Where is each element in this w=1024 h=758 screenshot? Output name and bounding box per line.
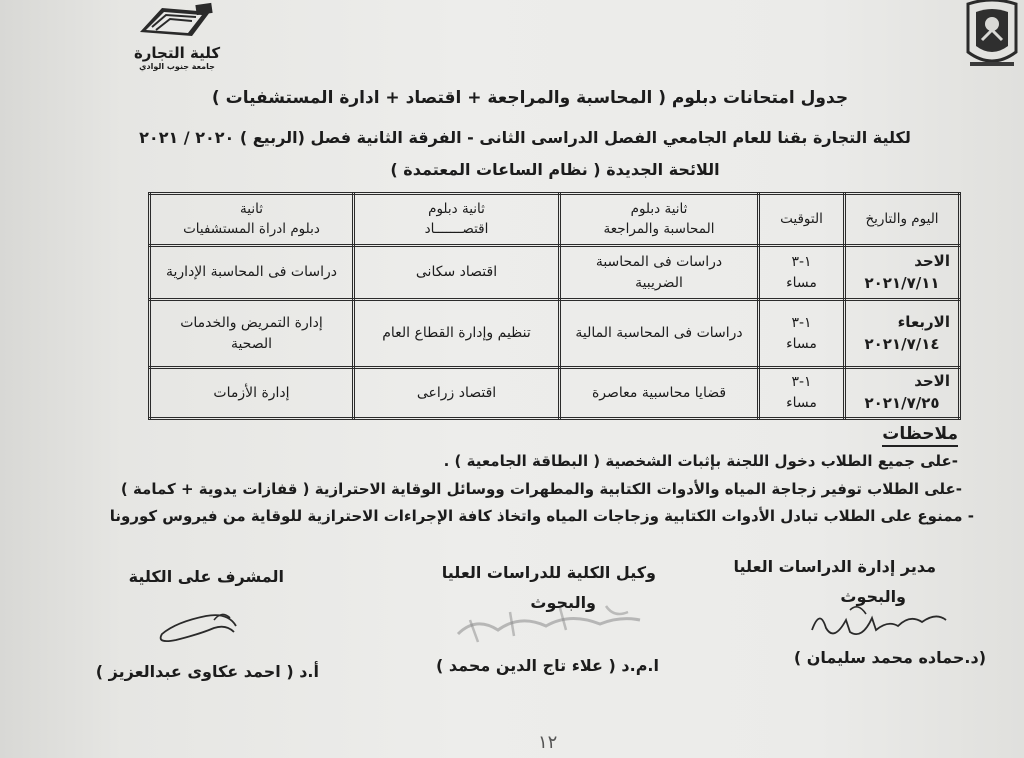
cell-time [759,300,845,368]
header-accounting-line: ثانية دبلوم [630,200,688,217]
handwritten-signature-right [812,616,946,634]
note-item: -على جميع الطلاب دخول اللجنة بإثبات الشخصية ( البطاقة الجامعية ) . [443,452,958,470]
header-economics-line: اقتصـــــــاد [424,220,489,237]
time-label: ١-٣ [791,374,812,391]
college-logo-emblem-icon [132,2,222,40]
table-row [150,246,960,300]
cell-date [845,246,960,300]
subject-line: اقتصاد زراعى [416,384,497,401]
signatures-layer [0,590,1024,660]
page-number: ١٢ [538,732,558,753]
cell-hospital [150,300,354,368]
handwritten-signature-right [850,607,866,614]
title-line-2: لكلية التجارة بقنا للعام الجامعي الفصل الدراسى الثانى - الفرقة الثانية فصل (الربيع ) ٢٠٢٠ / ٢٠٢١ [139,128,911,147]
header-date [845,194,960,246]
cell-accounting [560,246,759,300]
signature-block-supervisor [84,562,284,592]
stamp-middle [458,618,640,634]
cell-economics [354,300,560,368]
day-label: الاحد [914,251,950,270]
cell-hospital [150,246,354,300]
note-item: -على الطلاب توفير زجاجة المياه والأدوات الكتابية والمطهرات ووسائل الوقاية الاحترازية ( قفازات يدوية + كمامة ) [120,480,962,498]
handwritten-signature-left [161,615,236,641]
university-emblem-icon [962,0,1022,74]
table-header-row [150,194,960,246]
header-time-label: التوقيت [780,210,823,227]
date-label: ٢٠٢١/٧/١٤ [864,334,940,353]
signature-name: (د.حماده محمد سليمان ) [793,648,986,667]
signature-title: وكيل الكلية للدراسات العليا [441,563,656,582]
cell-date [845,368,960,419]
header-date-label: اليوم والتاريخ [865,210,939,227]
subject-line: إدارة الأزمات [213,384,290,401]
day-label: الاحد [914,372,950,390]
signature-name: أ.د ( احمد عكاوى عبدالعزيز ) [95,662,319,681]
signature-title: المشرف على الكلية [128,567,284,586]
header-accounting-line: المحاسبة والمراجعة [603,220,715,237]
subject-line: دراسات فى المحاسبة المالية [575,325,743,342]
date-label: ٢٠٢١/٧/٢٥ [864,393,940,412]
day-label: الاربعاء [897,312,950,331]
signature-title: والبحوث [840,587,906,607]
date-label: ٢٠٢١/٧/١١ [864,273,940,292]
header-economics-line: ثانية دبلوم [428,200,485,217]
period-label: مساء [786,394,817,411]
college-logo-title: كلية التجارة [133,44,221,62]
subject-line: الضريبية [635,274,683,291]
title-line-3: اللائحة الجديدة ( نظام الساعات المعتمدة ) [390,160,720,179]
cell-time [759,368,845,419]
cell-accounting [560,368,759,419]
university-logo [962,0,1022,74]
cell-accounting [560,300,759,368]
cell-time [759,246,845,300]
subject-line: قضايا محاسبية معاصرة [591,384,727,401]
subject-line: تنظيم وإدارة القطاع العام [382,325,531,342]
notes-heading: ملاحظات [882,424,958,447]
header-hospital-line: دبلوم ادراة المستشفيات [183,220,320,237]
period-label: مساء [786,335,817,352]
subject-line: دراسات فى المحاسبة الإدارية [166,264,337,281]
header-accounting [560,194,759,246]
exam-schedule-table [148,192,961,420]
header-hospital [150,194,354,246]
header-time [759,194,845,246]
table-row [150,368,960,419]
title-line-1: جدول امتحانات دبلوم ( المحاسبة والمراجعة + اقتصاد + ادارة المستشفيات ) [211,88,849,108]
college-logo [132,2,222,80]
subject-line: دراسات فى المحاسبة [595,254,723,271]
college-logo-subtitle: جامعة جنوب الوادي [139,62,215,71]
header-economics [354,194,560,246]
cell-economics [354,368,560,419]
table-row [150,300,960,368]
cell-hospital [150,368,354,419]
header-hospital-line: ثانية [240,200,263,217]
signature-title: والبحوث [530,593,596,613]
subject-line: اقتصاد سكانى [415,264,498,281]
signature-name: ا.م.د ( علاء تاج الدين محمد ) [436,656,659,675]
subject-line: الصحية [230,335,273,352]
cell-economics [354,246,560,300]
note-item: - ممنوع على الطلاب تبادل الأدوات الكتابية وزجاجات المياه واتخاذ كافة الإجراءات الاحترازية للوقاية من فيروس كورونا [109,507,974,525]
signature-title: مدير إدارة الدراسات العليا [733,557,936,576]
time-label: ١-٣ [791,254,812,271]
cell-date [845,300,960,368]
period-label: مساء [786,274,817,291]
subject-line: إدارة التمريض والخدمات [180,315,323,332]
time-label: ١-٣ [791,315,812,332]
